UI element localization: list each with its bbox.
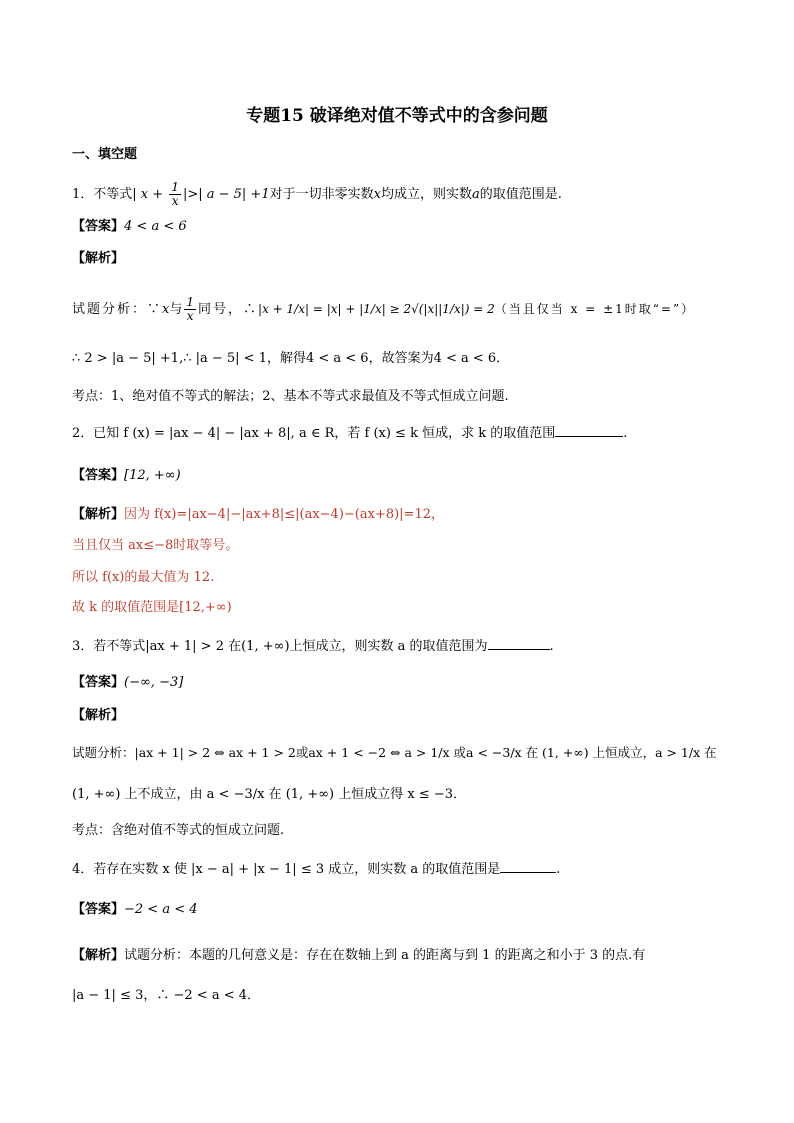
analysis-1-line-1 — [72, 296, 695, 323]
knowledge-point: 考点：1、绝对值不等式的解法；2、基本不等式求最值及不等式恒成立问题. — [72, 389, 509, 404]
fraction-denominator: x — [186, 309, 194, 323]
math-expr: |x + 1/x| = |x| + |1/x| ≥ 2√(|x||1/x|) = 2 — [258, 302, 495, 316]
analysis-2-line-1 — [72, 506, 444, 524]
analysis-3-line-1: 试题分析：|ax + 1| > 2 ⇔ ax + 1 > 2或ax + 1 < −2 ⇔ a > 1/x 或a < −3/x 在 (1, +∞) 上恒成立，a > 1/x 在 — [72, 745, 717, 760]
analysis-2-line-4: 故 k 的取值范围是[12,+∞) — [72, 600, 232, 615]
answer-tag: 【答案】 — [72, 675, 125, 690]
question-number: 4． — [72, 862, 94, 877]
knowledge-point: 考点：含绝对值不等式的恒成立问题. — [72, 823, 285, 838]
analysis-tag: 【解析】 — [72, 507, 125, 522]
analysis-text: 与 — [169, 302, 183, 317]
analysis-text: 因为 f(x)=|ax−4|−|ax+8|≤|(ax−4)−(ax+8)|=12， — [124, 507, 444, 522]
answer-value: (−∞, −3] — [124, 675, 184, 690]
question-text: 若存在实数 x 使 |x − a| + |x − 1| ≤ 3 成立，则实数 a 的取值范围是 — [93, 862, 501, 877]
answer-4 — [72, 901, 198, 919]
analysis-4-line-1 — [72, 947, 645, 965]
analysis-text: 试题分析：∵ — [72, 302, 163, 317]
question-text: . — [549, 639, 554, 654]
answer-tag: 【答案】 — [72, 219, 125, 234]
question-text: 不等式 — [93, 187, 133, 202]
page-title: 专题15 破译绝对值不等式中的含参问题 — [246, 106, 548, 126]
question-text: 对于一切非零实数 — [269, 187, 374, 202]
math-expr: | x + — [132, 187, 168, 202]
fraction — [184, 296, 196, 323]
analysis-2-line-2: 当且仅当 ax≤−8时取等号。 — [72, 538, 239, 553]
question-number: 3． — [72, 639, 94, 654]
question-text: . — [623, 426, 628, 441]
answer-tag: 【答案】 — [72, 468, 125, 483]
question-3 — [72, 637, 554, 656]
fraction-denominator: x — [171, 194, 179, 208]
section-heading: 一、填空题 — [72, 147, 138, 162]
fraction-numerator: 1 — [171, 180, 179, 194]
answer-blank — [500, 860, 556, 873]
analysis-tag: 【解析】 — [72, 251, 125, 266]
analysis-1-line-2: ∴ 2 > |a − 5| +1,∴ |a − 5| < 1，解得4 < a < 6，故答案为4 < a < 6． — [72, 351, 510, 366]
analysis-text: 试题分析：本题的几何意义是：存在在数轴上到 a 的距离与到 1 的距离之和小于 3 的点.有 — [124, 948, 646, 963]
answer-tag: 【答案】 — [72, 902, 125, 917]
answer-blank — [488, 637, 550, 650]
question-text: . — [556, 862, 561, 877]
answer-value: [12, +∞) — [124, 468, 181, 483]
analysis-tag: 【解析】 — [72, 708, 125, 723]
question-text: 若不等式|ax + 1| > 2 在(1, +∞)上恒成立，则实数 a 的取值范围为 — [93, 639, 488, 654]
analysis-4-line-2: |a − 1| ≤ 3，∴ −2 < a < 4． — [72, 988, 260, 1003]
answer-3 — [72, 674, 183, 692]
math-expr: |>| a − 5| +1 — [182, 187, 270, 202]
fraction — [169, 181, 181, 208]
analysis-text: 同号，∴ — [198, 302, 259, 317]
analysis-2-line-3: 所以 f(x)的最大值为 12. — [72, 570, 215, 585]
fraction-numerator: 1 — [186, 295, 195, 309]
math-var: x — [162, 302, 170, 317]
math-var: x — [373, 187, 381, 202]
answer-value: −2 < a < 4 — [124, 902, 198, 917]
math-var: a — [471, 187, 480, 202]
analysis-tag: 【解析】 — [72, 948, 125, 963]
answer-value: 4 < a < 6 — [124, 219, 187, 234]
question-number: 2． — [72, 426, 94, 441]
question-1 — [72, 181, 562, 208]
question-2 — [72, 424, 627, 443]
answer-1 — [72, 218, 187, 236]
question-text: 的取值范围是. — [479, 187, 562, 202]
question-4 — [72, 860, 560, 879]
question-text: 已知 f (x) = |ax − 4| − |ax + 8|, a ∈ R，若 f (x) ≤ k 恒成，求 k 的取值范围 — [93, 426, 556, 441]
analysis-text: （当且仅当 x = ±1时取“=”） — [494, 302, 696, 316]
answer-2 — [72, 467, 181, 485]
analysis-3-line-2: (1, +∞) 上不成立，由 a < −3/x 在 (1, +∞) 上恒成立得 x ≤ −3． — [72, 787, 467, 802]
question-text: 均成立，则实数 — [380, 187, 472, 202]
question-number: 1． — [72, 187, 94, 202]
answer-blank — [555, 424, 623, 437]
